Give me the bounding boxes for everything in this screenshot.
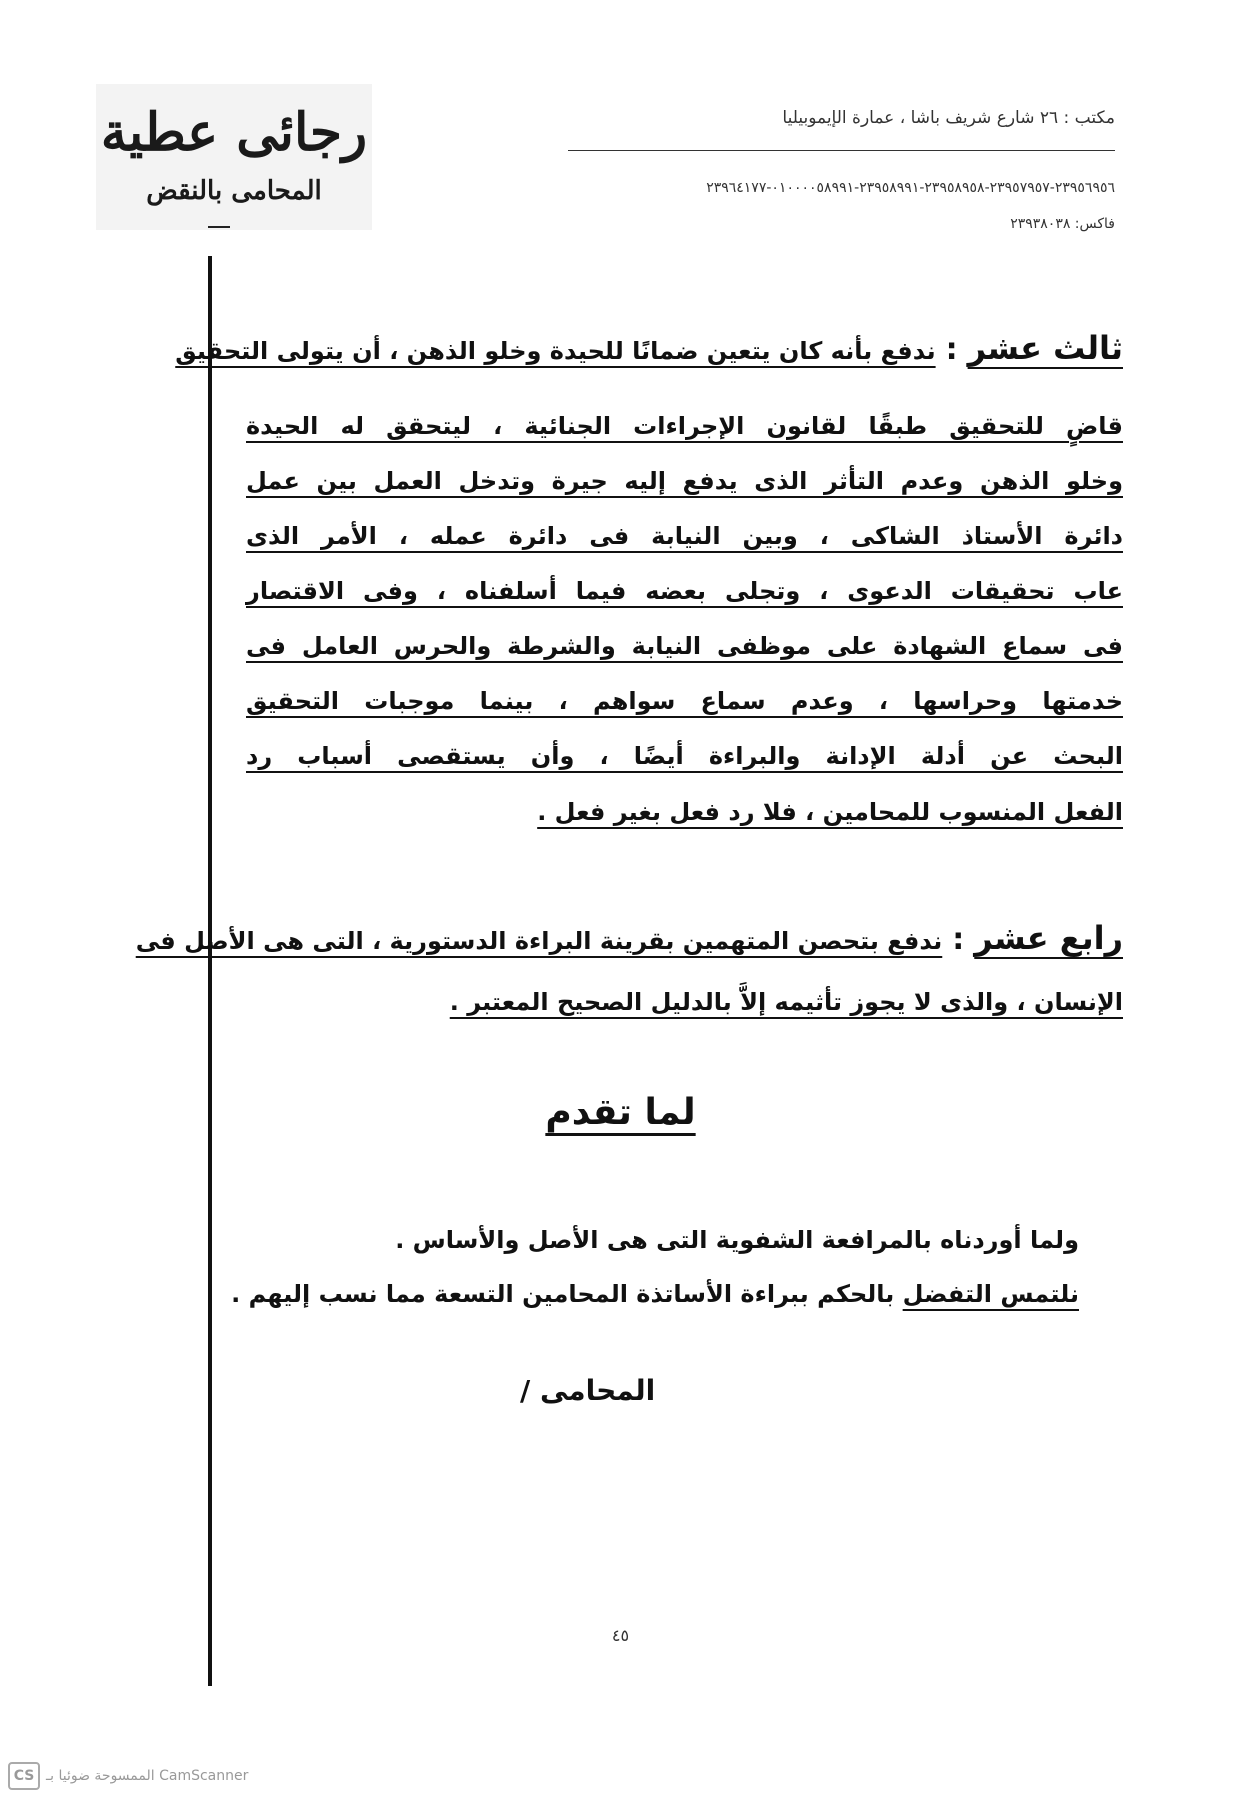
item-line (246, 679, 1123, 731)
scanner-text: الممسوحة ضوئيا بـ CamScanner (46, 1768, 249, 1784)
item-title: رابع عشر (974, 919, 1123, 957)
closing-request-rest: بالحكم ببراءة الأساتذة المحامين التسعة مما نسب إليهم . (231, 1280, 903, 1308)
office-address: مكتب : ٢٦ شارع شريف باشا ، عمارة الإيموبيليا (782, 108, 1115, 128)
item-text: قاضٍ للتحقيق طبقًا لقانون الإجراءات الجنائية ، ليتحقق له الحيدة (246, 412, 1123, 440)
item-line: رابع عشر:ندفع بتحصن المتهمين بقرينة البراءة الدستورية ، التى هى الأصل فى (135, 919, 1123, 957)
item-thirteen (175, 326, 1123, 846)
conclusion-heading (0, 1092, 1241, 1133)
logo-subtitle: المحامى بالنقض (146, 176, 322, 206)
scanner-watermark (8, 1762, 248, 1790)
item-line (246, 404, 1123, 456)
item-text: دائرة الأستاذ الشاكى ، وبين النيابة فى دائرة عمله ، الأمر الذى (246, 522, 1123, 550)
item-text: عاب تحقيقات الدعوى ، وتجلى بعضه فيما أسلفناه ، وفى الاقتصار (246, 577, 1123, 605)
page-number: ٤٥ (611, 1626, 630, 1645)
header-rule (568, 150, 1115, 151)
item-line (449, 980, 1123, 1032)
item-text: ندفع بتحصن المتهمين بقرينة البراءة الدستورية ، التى هى الأصل فى (135, 927, 943, 955)
closing-line-1: ولما أوردناه بالمرافعة الشفوية التى هى الأصل والأساس . (395, 1226, 1079, 1254)
item-title: ثالث عشر (967, 329, 1123, 367)
camscanner-icon: CS (8, 1762, 40, 1790)
closing-request: نلتمس التفضل (902, 1280, 1079, 1308)
logo-name: رجائى عطية (100, 102, 368, 163)
fax-number: فاكس: ٢٣٩٣٨٠٣٨ (1010, 216, 1115, 232)
item-line (246, 624, 1123, 676)
item-fourteen (135, 916, 1123, 1046)
item-line (537, 790, 1123, 842)
item-text: خدمتها وحراسها ، وعدم سماع سواهم ، بينما موجبات التحقيق (246, 687, 1123, 715)
conclusion-heading-text: لما تقدم (545, 1092, 696, 1133)
logo-divider (208, 226, 230, 228)
item-line (246, 514, 1123, 566)
closing-line-2 (231, 1280, 1079, 1308)
item-text: البحث عن أدلة الإدانة والبراءة أيضًا ، وأن يستقصى أسباب رد (246, 742, 1123, 770)
item-text: الفعل المنسوب للمحامين ، فلا رد فعل بغير فعل . (537, 798, 1123, 826)
item-line (246, 459, 1123, 511)
item-text: ندفع بأنه كان يتعين ضمانًا للحيدة وخلو الذهن ، أن يتولى التحقيق (175, 337, 936, 365)
item-line: ثالث عشر:ندفع بأنه كان يتعين ضمانًا للحيدة وخلو الذهن ، أن يتولى التحقيق (175, 329, 1123, 367)
item-text: الإنسان ، والذى لا يجوز تأثيمه إلاَّ بالدليل الصحيح المعتبر . (449, 988, 1123, 1016)
item-line (246, 734, 1123, 786)
item-line (246, 569, 1123, 621)
item-text: وخلو الذهن وعدم التأثر الذى يدفع إليه جيرة وتدخل العمل بين عمل (246, 467, 1123, 495)
item-text: فى سماع الشهادة على موظفى النيابة والشرطة والحرس العامل فى (246, 632, 1123, 660)
signature-label: المحامى / (520, 1374, 656, 1407)
margin-rule (208, 256, 212, 1686)
letterhead-logo (96, 84, 372, 230)
phone-numbers: ٢٣٩٥٦٩٥٦-٢٣٩٥٧٩٥٧-٢٣٩٥٨٩٥٨-٢٣٩٥٨٩٩١-٠١٠٠٠٠٥٨٩٩١-٢٣٩٦٤١٧٧ (706, 180, 1115, 196)
